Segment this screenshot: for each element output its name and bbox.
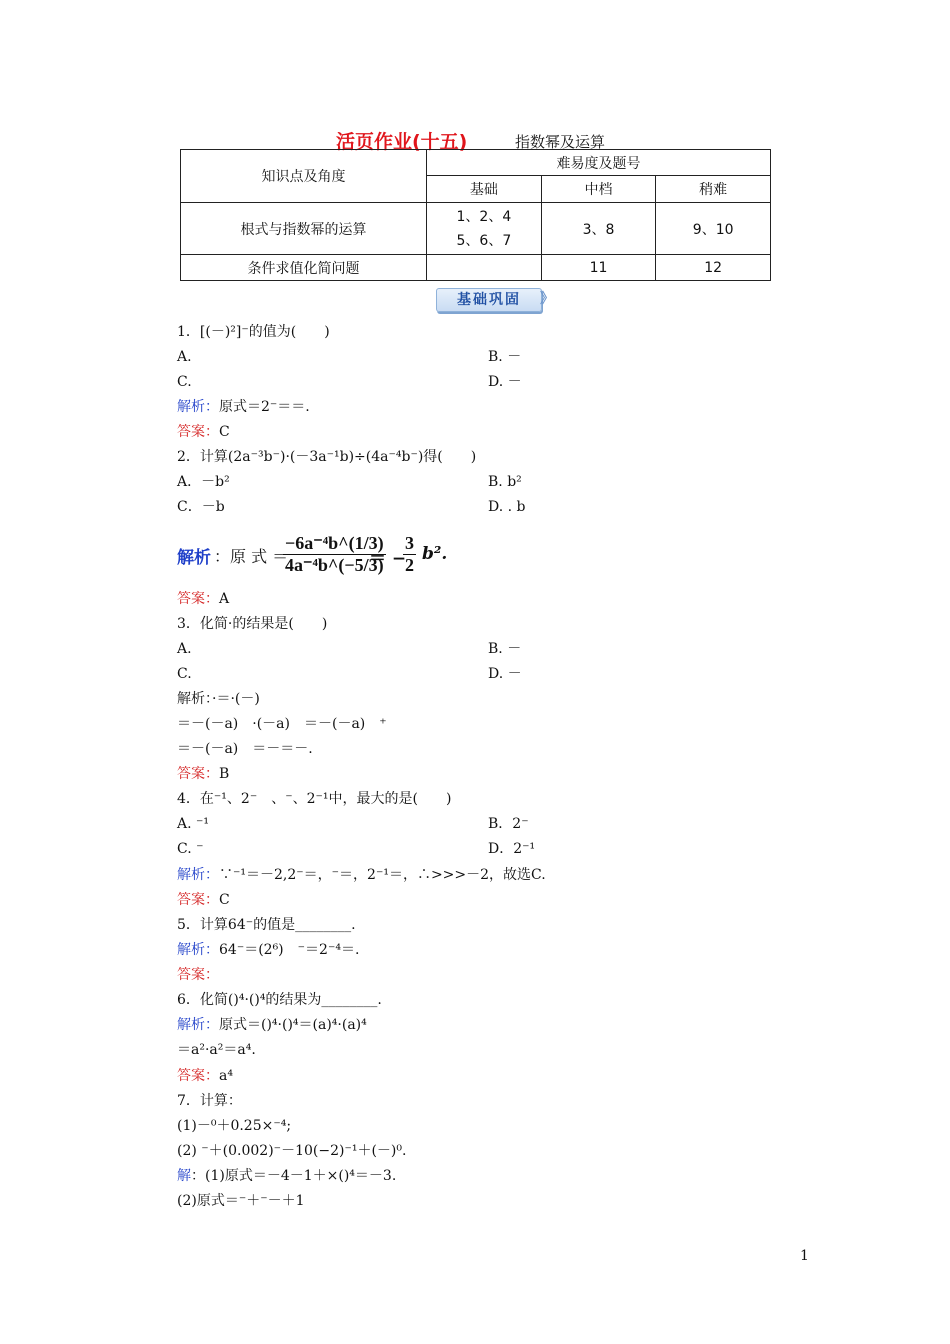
question-3-stem: 3．化简·的结果是( ) (177, 616, 328, 632)
fraction-numerator: 3 (405, 533, 414, 553)
fraction-numerator: −6a⁻⁴b^(1/3) (285, 533, 384, 553)
q7-part-1: (1)－⁰＋0.25×⁻⁴; (177, 1118, 292, 1134)
solution-text: ：(1)原式＝－4－1＋×()⁴＝－3. (191, 1168, 397, 1184)
page-title: 活页作业(十五) (336, 131, 468, 153)
analysis-text: 64⁻＝(2⁶) ⁻＝2⁻⁴＝. (219, 942, 360, 958)
table-header-basic: 基础 (427, 176, 542, 203)
answer-text: A (219, 591, 230, 607)
answer-text: C (219, 892, 230, 908)
question-4-stem: 4．在⁻¹、2⁻ 、⁻、2⁻¹中，最大的是( ) (177, 791, 452, 807)
q6-answer (177, 1066, 233, 1086)
q3-option-a: A. (177, 641, 192, 657)
formula-equals: ＝ − (369, 549, 407, 569)
answer-label: 答案： (177, 1068, 219, 1084)
analysis-label: 解析： (177, 1017, 219, 1033)
analysis-text: 原式＝()⁴·()⁴＝(a)⁴·(a)⁴ (219, 1017, 367, 1033)
answer-label: 答案： (177, 967, 219, 983)
question-2-stem: 2．计算(2a⁻³b⁻)·(－3a⁻¹b)÷(4a⁻⁴b⁻)得( ) (177, 449, 477, 465)
q4-option-c: C. ⁻ (177, 841, 204, 857)
table-cell-hard: 12 (656, 255, 771, 281)
q1-answer (177, 422, 230, 442)
analysis-prefix: ：原 式 ＝ (214, 547, 289, 566)
q4-option-a: A. ⁻¹ (177, 816, 210, 832)
q4-answer (177, 890, 230, 910)
q6-analysis-line-2: ＝a²·a²＝a⁴. (177, 1042, 256, 1058)
solution-label: 解 (177, 1168, 191, 1184)
q2-option-c: C．－b (177, 499, 225, 515)
q3-option-d: D. － (488, 666, 522, 682)
q1-analysis (177, 397, 310, 417)
table-cell-topic: 条件求值化简问题 (181, 255, 427, 281)
q5-answer (177, 965, 219, 985)
table-cell-mid: 11 (541, 255, 656, 281)
table-row (181, 203, 771, 255)
q3-analysis-line-3: ＝－(－a) ＝－＝－. (177, 741, 313, 757)
page-subtitle: 指数幂及运算 (515, 133, 606, 151)
chevron-right-icon: 》 (540, 291, 554, 307)
analysis-label: 解析： (177, 867, 219, 883)
q1-option-a: A. (177, 349, 192, 365)
table-cell-basic-line2: 5、6、7 (456, 232, 512, 249)
q2-answer (177, 589, 229, 609)
q2-option-d: D. . b (488, 499, 526, 515)
table-cell-basic (427, 203, 542, 255)
q3-analysis (177, 689, 260, 709)
q7-part-2: (2) ⁻＋(0.002)⁻－10(−2)⁻¹＋(－)⁰. (177, 1143, 407, 1159)
q3-option-c: C. (177, 666, 192, 682)
analysis-label: 解析： (177, 399, 219, 415)
q6-analysis (177, 1015, 367, 1035)
q1-option-b: B. － (488, 349, 522, 365)
analysis-label: 解析： (177, 691, 212, 707)
table-cell-hard: 9、10 (656, 203, 771, 255)
answer-text: a⁴ (219, 1068, 233, 1084)
analysis-text: ∵⁻¹＝－2,2⁻＝，⁻＝，2⁻¹＝，∴>>>－2，故选C. (219, 867, 546, 883)
table-header-topic: 知识点及角度 (181, 150, 427, 203)
q1-option-c: C. (177, 374, 192, 390)
fraction-denominator: 4a⁻⁴b^(−5/3) (285, 555, 384, 575)
answer-text: B (219, 766, 230, 782)
q7-solution (177, 1166, 396, 1186)
table-cell-topic: 根式与指数幂的运算 (181, 203, 427, 255)
q2-option-b: B. b² (488, 474, 522, 490)
answer-label: 答案： (177, 591, 219, 607)
analysis-label: 解析 (177, 548, 211, 568)
question-1-stem: 1．[(－)²]⁻的值为( ) (177, 324, 330, 340)
q2-option-a: A．－b² (177, 474, 230, 490)
question-6-stem: 6．化简()⁴·()⁴的结果为________. (177, 992, 382, 1008)
q7-solution-line-2: (2)原式＝⁻＋⁻－＋1 (177, 1193, 305, 1209)
answer-text: C (219, 424, 230, 440)
q3-answer (177, 764, 229, 784)
page-number: 1 (800, 1248, 809, 1264)
question-7-stem: 7．计算： (177, 1093, 242, 1109)
analysis-text: ·＝·(－) (212, 691, 260, 707)
q4-option-d: D．2⁻¹ (488, 841, 536, 857)
analysis-text: 原式＝2⁻＝＝. (219, 399, 310, 415)
q1-option-d: D. － (488, 374, 522, 390)
q3-option-b: B. － (488, 641, 522, 657)
formula-tail: b². (422, 544, 448, 564)
q4-option-b: B．2⁻ (488, 816, 529, 832)
answer-label: 答案： (177, 424, 219, 440)
table-cell-basic (427, 255, 542, 281)
analysis-label: 解析： (177, 942, 219, 958)
table-header-difficulty: 难易度及题号 (427, 150, 771, 176)
answer-label: 答案： (177, 766, 219, 782)
answer-label: 答案： (177, 892, 219, 908)
q3-analysis-line-2: ＝－(－a) ·(－a) ＝－(－a) ⁺ (177, 716, 387, 732)
table-header-hard: 稍难 (656, 176, 771, 203)
question-5-stem: 5．计算64⁻的值是________. (177, 917, 356, 933)
table-header-mid: 中档 (541, 176, 656, 203)
fraction-denominator: 2 (405, 555, 414, 575)
formula-fraction-2 (403, 533, 416, 576)
difficulty-table (180, 149, 771, 281)
q5-analysis (177, 940, 359, 960)
q4-analysis (177, 865, 546, 885)
table-row (181, 255, 771, 281)
table-cell-basic-line1: 1、2、4 (456, 208, 512, 225)
section-banner: 基础巩固 (436, 288, 542, 312)
table-cell-mid: 3、8 (541, 203, 656, 255)
